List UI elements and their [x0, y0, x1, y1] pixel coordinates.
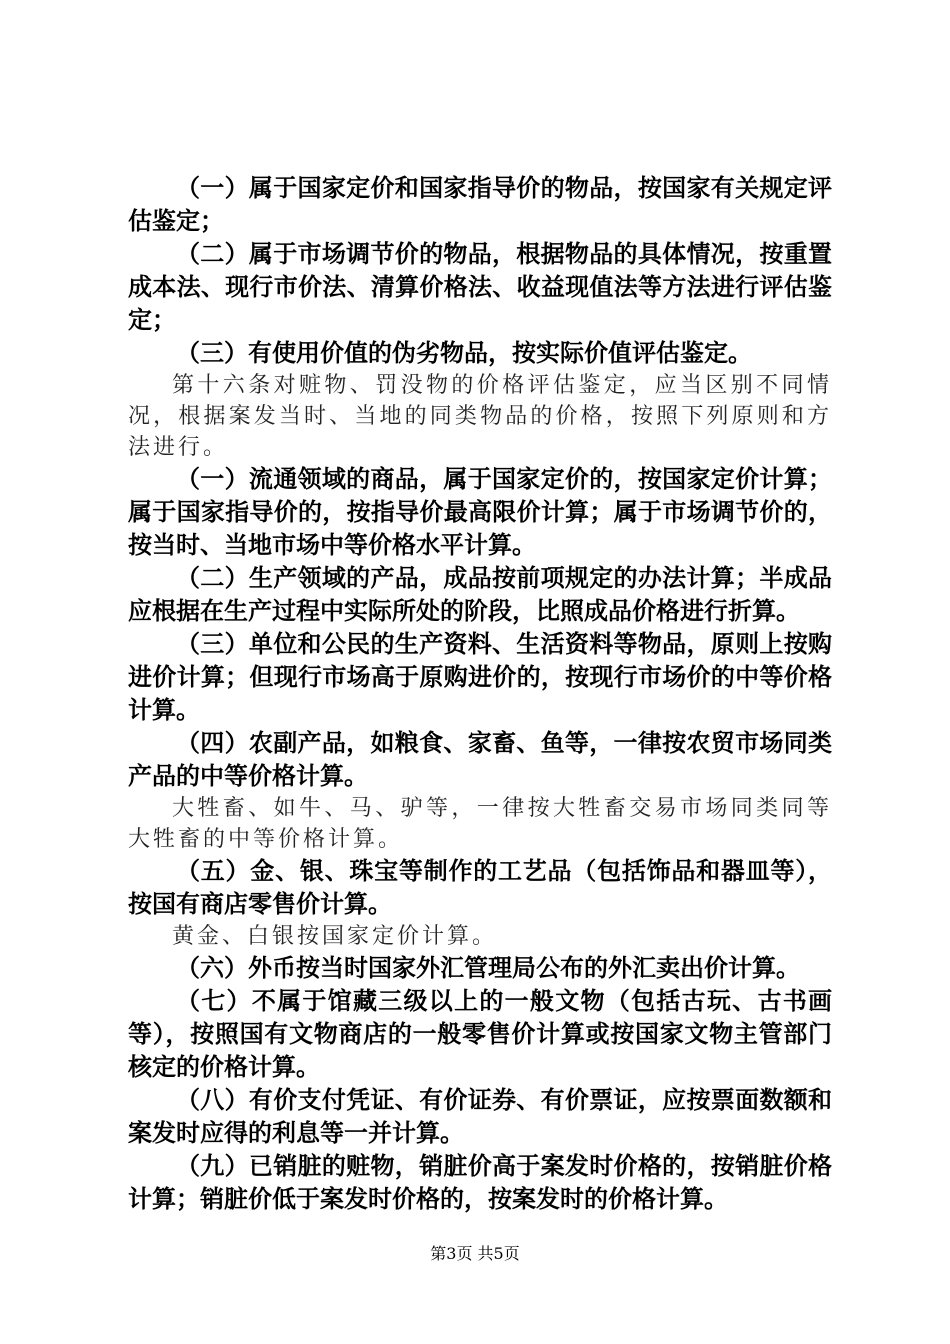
paragraph-3: （三）有使用价值的伪劣物品，按实际价值评估鉴定。 [176, 339, 752, 367]
paragraph-12: （六）外币按当时国家外汇管理局公布的外汇卖出价计算。 [176, 954, 800, 982]
paragraph-13: （七）不属于馆藏三级以上的一般文物（包括古玩、古书画等），按照国有文物商店的一般零售价计算或按国家文物主管部门核定的价格计算。 [128, 987, 832, 1081]
livestock-paragraph: 大牲畜、如牛、马、驴等，一律按大牲畜交易市场同类同等大牲畜的中等价格计算。 [128, 796, 832, 852]
page-number-footer: 第3页 共5页 [430, 1244, 520, 1263]
article-16-paragraph: 第十六条对赃物、罚没物的价格评估鉴定，应当区别不同情况，根据案发当时、当地的同类物品的价格，按照下列原则和方法进行。 [128, 373, 832, 460]
paragraph-2: （二）属于市场调节价的物品，根据物品的具体情况，按重置成本法、现行市价法、清算价格法、收益现值法等方法进行评估鉴定； [128, 240, 832, 334]
paragraph-7: （三）单位和公民的生产资料、生活资料等物品，原则上按购进价计算；但现行市场高于原购进价的，按现行市场价的中等价格计算。 [128, 630, 832, 724]
paragraph-1: （一）属于国家定价和国家指导价的物品，按国家有关规定评估鉴定； [128, 174, 832, 235]
paragraph-8: （四）农副产品，如粮食、家畜、鱼等，一律按农贸市场同类产品的中等价格计算。 [128, 729, 832, 790]
document-body [128, 172, 832, 1216]
paragraph-14: （八）有价支付凭证、有价证券、有价票证，应按票面数额和案发时应得的利息等一并计算。 [128, 1086, 832, 1147]
paragraph-5: （一）流通领域的商品，属于国家定价的，按国家定价计算；属于国家指导价的，按指导价最高限价计算；属于市场调节价的，按当时、当地市场中等价格水平计算。 [128, 465, 832, 559]
paragraph-10: （五）金、银、珠宝等制作的工艺品（包括饰品和器皿等），按国有商店零售价计算。 [128, 857, 832, 918]
gold-silver-paragraph: 黄金、白银按国家定价计算。 [172, 924, 498, 949]
paragraph-15: （九）已销脏的赃物，销脏价高于案发时价格的，按销脏价格计算；销脏价低于案发时价格的，按案发时的价格计算。 [128, 1152, 832, 1213]
paragraph-6: （二）生产领域的产品，成品按前项规定的办法计算；半成品应根据在生产过程中实际所处的阶段，比照成品价格进行折算。 [128, 564, 832, 625]
